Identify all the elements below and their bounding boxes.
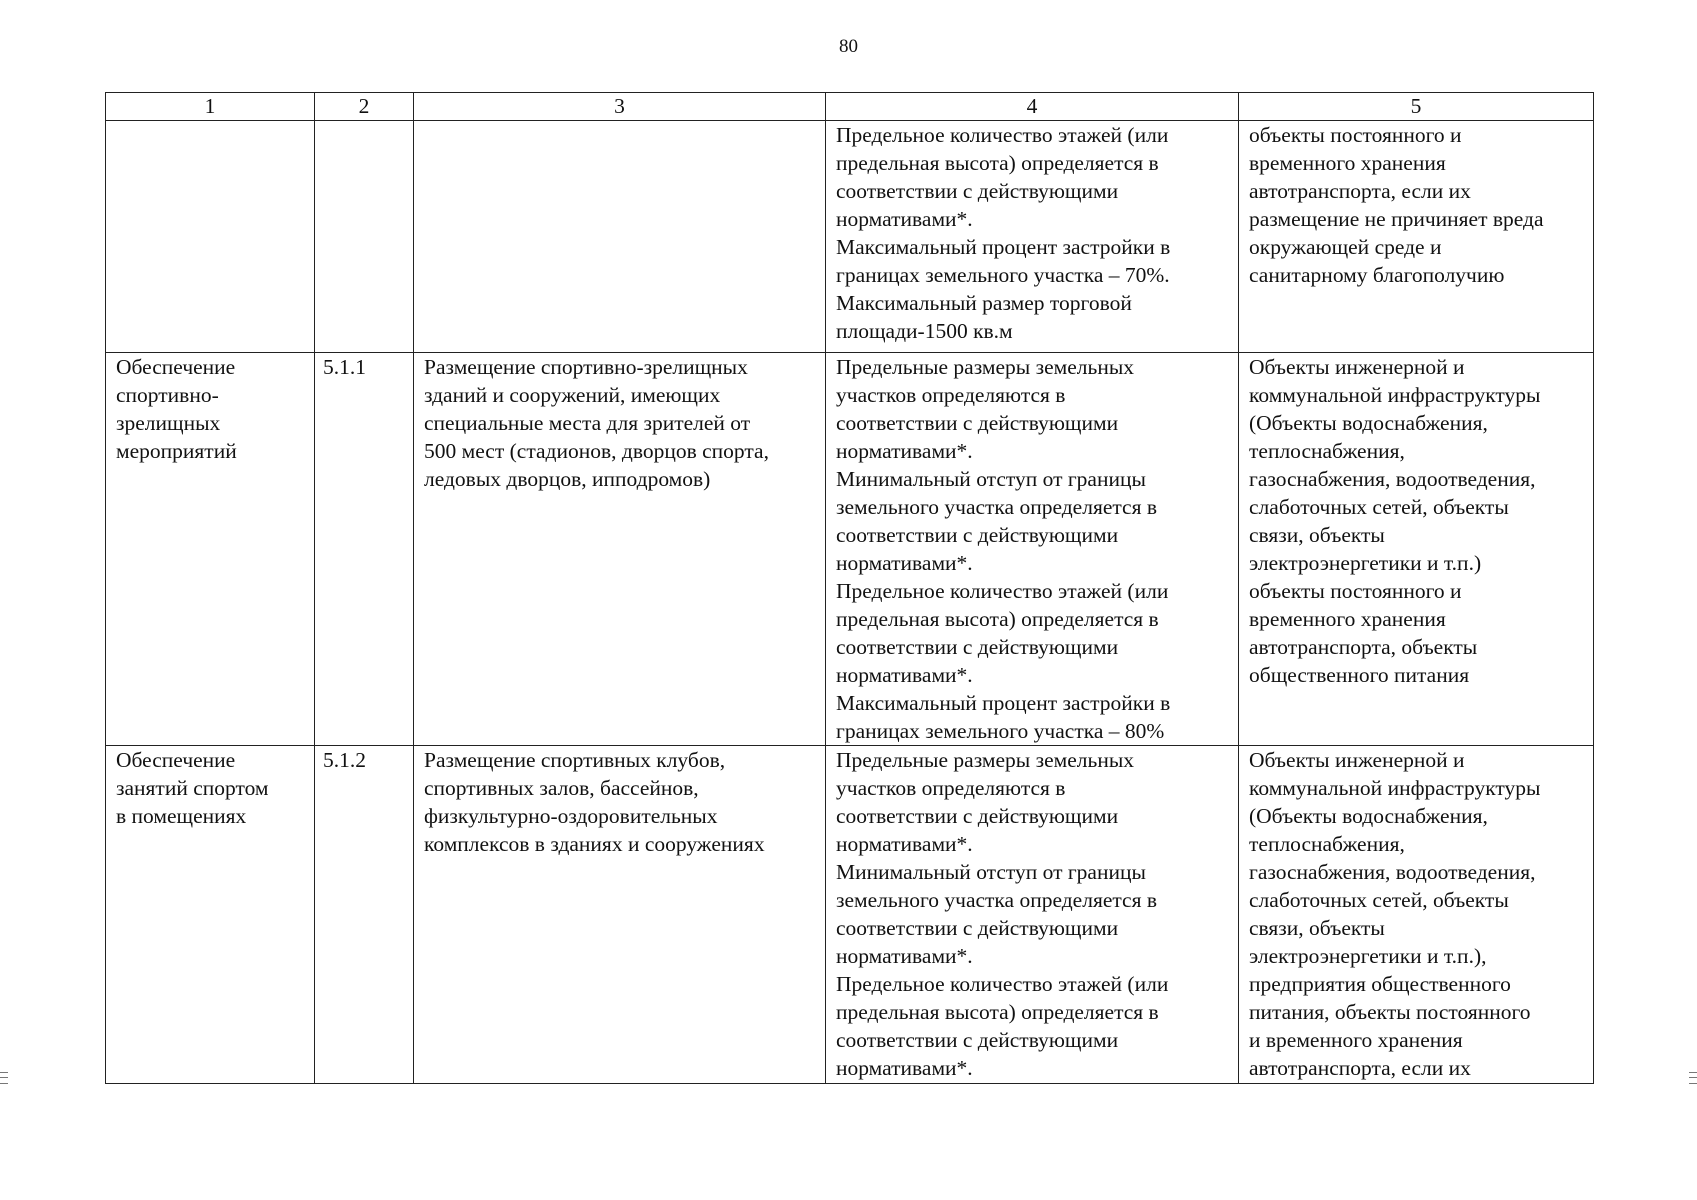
land-use-table — [105, 92, 1594, 1084]
use-type-name-cell — [106, 121, 315, 353]
cell-text-line: нормативами*. — [836, 551, 973, 575]
cell-text-line: автотранспорта, если их — [1249, 179, 1471, 203]
use-type-code-cell: 5.1.1 — [315, 353, 414, 746]
cell-text-line: и временного хранения — [1249, 1028, 1463, 1052]
cell-text-line: участков определяются в — [836, 776, 1066, 800]
cell-text-line: нормативами*. — [836, 439, 973, 463]
cell-text-line: границах земельного участка – 70%. — [836, 263, 1170, 287]
cell-text-line: Размещение спортивных клубов, — [424, 748, 726, 772]
cell-text-line: объекты постоянного и — [1249, 579, 1462, 603]
cell-text-line: спортивно- — [116, 383, 219, 407]
cell-text-line: (Объекты водоснабжения, — [1249, 411, 1488, 435]
column-header: 5 — [1239, 93, 1594, 121]
cell-text-line: нормативами*. — [836, 944, 973, 968]
cell-text-line: Максимальный процент застройки в — [836, 691, 1171, 715]
cell-text-line: Предельное количество этажей (или — [836, 579, 1169, 603]
cell-text-line: 500 мест (стадионов, дворцов спорта, — [424, 439, 769, 463]
cell-text-line: Объекты инженерной и — [1249, 355, 1465, 379]
cell-text-line: коммунальной инфраструктуры — [1249, 776, 1541, 800]
auxiliary-uses-cell — [1239, 353, 1594, 746]
use-type-description-cell — [414, 746, 826, 1084]
cell-text-line: общественного питания — [1249, 663, 1470, 687]
cell-text-line: предельная высота) определяется в — [836, 607, 1159, 631]
use-type-description-cell — [414, 353, 826, 746]
cell-text-line: связи, объекты — [1249, 523, 1385, 547]
cell-text-line: Минимальный отступ от границы — [836, 467, 1146, 491]
cell-text-line: соответствии с действующими — [836, 635, 1119, 659]
cell-text-line: соответствии с действующими — [836, 1028, 1119, 1052]
cell-text-line: участков определяются в — [836, 383, 1066, 407]
cell-text-line: соответствии с действующими — [836, 916, 1119, 940]
cell-text-line: Максимальный размер торговой — [836, 291, 1132, 315]
cell-text-line: Объекты инженерной и — [1249, 748, 1465, 772]
cell-text-line: газоснабжения, водоотведения, — [1249, 860, 1536, 884]
auxiliary-uses-cell — [1239, 746, 1594, 1084]
cell-text-line: размещение не причиняет вреда — [1249, 207, 1544, 231]
cell-text-line: предельная высота) определяется в — [836, 1000, 1159, 1024]
cell-text-line: теплоснабжения, — [1249, 439, 1405, 463]
header-row — [106, 93, 1594, 121]
building-parameters-cell — [826, 746, 1239, 1084]
table-row — [106, 353, 1594, 746]
cell-text-line: специальные места для зрителей от — [424, 411, 751, 435]
cell-text-line: зрелищных — [116, 411, 221, 435]
cell-text-line: (Объекты водоснабжения, — [1249, 804, 1488, 828]
cell-text-line: нормативами*. — [836, 1056, 973, 1080]
cell-text-line: соответствии с действующими — [836, 804, 1119, 828]
cell-text-line: Обеспечение — [116, 355, 236, 379]
cell-text-line: коммунальной инфраструктуры — [1249, 383, 1541, 407]
cell-text-line: Максимальный процент застройки в — [836, 235, 1171, 259]
cell-text-line: ледовых дворцов, ипподромов) — [424, 467, 711, 491]
column-header: 2 — [315, 93, 414, 121]
use-type-code-cell — [315, 121, 414, 353]
cell-text-line: нормативами*. — [836, 663, 973, 687]
cell-text-line: питания, объекты постоянного — [1249, 1000, 1531, 1024]
cell-text-line: нормативами*. — [836, 832, 973, 856]
cell-text-line: Минимальный отступ от границы — [836, 860, 1146, 884]
cell-text-line: временного хранения — [1249, 607, 1446, 631]
table-row — [106, 746, 1594, 1084]
cell-text-line: электроэнергетики и т.п.), — [1249, 944, 1487, 968]
cell-text-line: временного хранения — [1249, 151, 1446, 175]
cell-text-line: в помещениях — [116, 804, 247, 828]
cell-text-line: Предельное количество этажей (или — [836, 972, 1169, 996]
cell-text-line: Размещение спортивно-зрелищных — [424, 355, 748, 379]
cell-text-line: земельного участка определяется в — [836, 495, 1157, 519]
use-type-name-cell — [106, 746, 315, 1084]
cell-text-line: физкультурно-оздоровительных — [424, 804, 718, 828]
cell-text-line: Предельное количество этажей (или — [836, 123, 1169, 147]
cell-text-line: объекты постоянного и — [1249, 123, 1462, 147]
building-parameters-cell — [826, 353, 1239, 746]
cell-text-line: окружающей среде и — [1249, 235, 1442, 259]
use-type-name-cell — [106, 353, 315, 746]
auxiliary-uses-cell — [1239, 121, 1594, 353]
cell-text-line: предельная высота) определяется в — [836, 151, 1159, 175]
cell-text-line: соответствии с действующими — [836, 179, 1119, 203]
page-number: 80 — [839, 36, 858, 57]
cell-text-line: слаботочных сетей, объекты — [1249, 888, 1509, 912]
use-type-code-cell: 5.1.2 — [315, 746, 414, 1084]
use-type-description-cell — [414, 121, 826, 353]
cell-text-line: электроэнергетики и т.п.) — [1249, 551, 1482, 575]
column-header: 4 — [826, 93, 1239, 121]
cell-text-line: газоснабжения, водоотведения, — [1249, 467, 1536, 491]
cell-text-line: автотранспорта, объекты — [1249, 635, 1478, 659]
scan-margin-mark — [1689, 1072, 1697, 1084]
column-header: 1 — [106, 93, 315, 121]
building-parameters-cell — [826, 121, 1239, 353]
cell-text-line: Обеспечение — [116, 748, 236, 772]
cell-text-line: комплексов в зданиях и сооружениях — [424, 832, 765, 856]
cell-text-line: теплоснабжения, — [1249, 832, 1405, 856]
scan-margin-mark — [0, 1072, 8, 1084]
cell-text-line: слаботочных сетей, объекты — [1249, 495, 1509, 519]
cell-text-line: занятий спортом — [116, 776, 269, 800]
column-header: 3 — [414, 93, 826, 121]
cell-text-line: границах земельного участка – 80% — [836, 719, 1165, 743]
cell-text-line: нормативами*. — [836, 207, 973, 231]
cell-text-line: связи, объекты — [1249, 916, 1385, 940]
cell-text-line: соответствии с действующими — [836, 411, 1119, 435]
cell-text-line: автотранспорта, если их — [1249, 1056, 1471, 1080]
cell-text-line: земельного участка определяется в — [836, 888, 1157, 912]
cell-text-line: Предельные размеры земельных — [836, 748, 1135, 772]
table-row — [106, 121, 1594, 353]
cell-text-line: соответствии с действующими — [836, 523, 1119, 547]
cell-text-line: мероприятий — [116, 439, 237, 463]
cell-text-line: площади-1500 кв.м — [836, 319, 1013, 343]
cell-text-line: Предельные размеры земельных — [836, 355, 1135, 379]
cell-text-line: зданий и сооружений, имеющих — [424, 383, 721, 407]
cell-text-line: санитарному благополучию — [1249, 263, 1505, 287]
cell-text-line: предприятия общественного — [1249, 972, 1511, 996]
cell-text-line: спортивных залов, бассейнов, — [424, 776, 699, 800]
